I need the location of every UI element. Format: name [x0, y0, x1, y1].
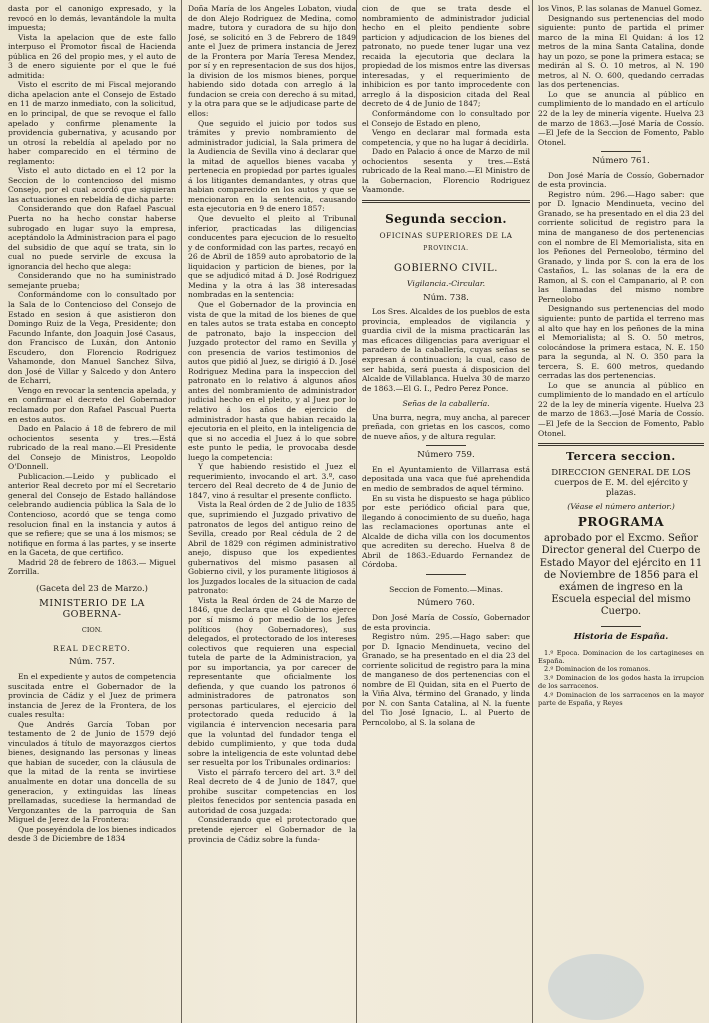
section-divider	[362, 200, 530, 203]
divider	[426, 574, 466, 575]
paragraph: Que Andrés García Toban por testamento de 2 de Junio de 1579 dejó vinculados á título de mayorazgos ciertos bienes, designando las personas y lineas que habian de suceder, con la cláusula de que la mitad de la renta se invirtiese anualmente en dotar una doncella de su generacion, y extinguidas las líneas prellamadas, sucediese la hermandad de Vergonzantes de la parroquia de San Miguel de Jerez de la Frontera:	[8, 719, 176, 825]
subheading: Señas de la caballería.	[402, 399, 490, 409]
list-item: 3.º Dominacion de los godos hasta la irrupcion de los sarracenos.	[538, 673, 704, 691]
paragraph: Considerando que don Rafael Pascual Puerta no ha hecho constar haberse subrogado en lugar suyo la empresa, aceptándolo la Administracion para el pago del subsidio de que aquí se trata, sin lo cual no puede servirle de excusa la ignorancia del hecho que alega:	[8, 204, 176, 271]
paragraph: Conformándome con lo consultado por el Consejo de Estado en pleno,	[362, 109, 530, 128]
paragraph: Visto el auto dictado en el 12 por la Seccion de lo contencioso del mismo Consejo, por el cual acordó que siguieran las actuaciones en rebeldía de dicha parte:	[8, 166, 176, 204]
paragraph: Designando sus pertenencias del modo siguiente: punto de partida el primer marco de la mina El Quidan: á los 12 metros de la mina Santa Catalina, donde hay un pozo, se pone la primera estaca; se medirán al S. O. 10 metros, al N. 190 metros, al N. O. 600, quedando cerradas las dos pertenencias.	[538, 13, 704, 90]
item-number: Número 760.	[417, 598, 475, 609]
programa-description: aprobado por el Excmo. Señor Director general del Cuerpo de Estado Mayor del ejército en 11 de Noviembre de 1856 para el exámen de ingreso en la Escuela especial del mismo Cuerpo.	[539, 533, 703, 617]
paragraph: Vista la Real órden de 2 de Julio de 1835 que, suprimiendo el Juzgado privativo de patronatos de legos del antiguo reino de Sevilla, creado por Real cédula de 2 de Abril de 1829 con régimen administrativo anejo, dispuso que los expedientes gubernativos del mismo pasasen al Gobierno civil, y los puramente litigiosos á los Juzgados locales de la situacion de cada patronato:	[188, 500, 356, 596]
real-decreto-heading: REAL DECRETO.	[53, 643, 131, 653]
section-subheading: Seccion de Fomento.—Minas.	[389, 584, 503, 594]
paragraph: Lo que se anuncia al público en cumplimiento de lo mandado en el artículo 22 de la ley de minería vigente. Huelva 23 de marzo de 1863.—José María de Cossío.—El Jefe de la Seccion de Fomento, Pablo Otonel.	[538, 89, 704, 147]
paragraph: Considerando que no ha suministrado semejante prueba;	[8, 271, 176, 290]
history-heading: Historia de España.	[573, 631, 669, 642]
ministry-heading-end: CION.	[81, 626, 103, 635]
paragraph: Registro núm. 296.—Hago saber: que por D. Ignacio Mendinueta, vecino del Granado, se ha presentado en el dia 23 del corriente solicitud de registro para la mina de manganeso de dos pertenencias con el nombre de El Memorialista, sita en los Peñones del Perneolobo, término del Granado, y linda por S. con la era de los Castaños, L. las solanas de la era de Ramon, al S. con el Campanario, al P. con las llamadas del mismo nombre Perneolobo	[538, 189, 704, 304]
paragraph: Que el Gobernador de la provincia en vista de que la mitad de los bienes de que en tales autos se trata estaba en concepto de patronato, bajo la inspeccion del Juzgado protector del ramo en Sevilla y con presencia de varios testimonios de autos que pidió al Juez, se dirigió á D. José Rodriguez Medina para la inspeccion del patronato en lo relativo á algunos años antes del nombramiento de administrador judicial hecho en el pleito, y al Juez por lo relativo á los años de ejercicio de administrador hasta que habian recaido la ejecutoria en el pleito, en la inteligencia de que si no accedia el Juez á lo que sobre este punto le pedia, le provocaba desde luego la competencia:	[188, 299, 356, 462]
column-rule	[532, 0, 533, 1023]
list-item: 2.º Dominacion de los romanos.	[544, 665, 651, 674]
paragraph: Publicacion.—Leido y publicado el anterior Real decreto por mí el Secretario general del Consejo de Estado hallándose celebrando audiencia pública la Sala de lo Contencioso, acordó que se tenga como resolucion final en la instancia y autos á que se refiere; que se una á los mismos; se notifique en forma á las partes, y se inserte en la Gaceta, de que certifico.	[8, 471, 176, 558]
list-item: 1.º Epoca. Dominacion de los cartagineses en España.	[538, 648, 704, 665]
paragraph: Conformándome con lo consultado por la Sala de lo Contencioso del Consejo de Estado en sesion á que asistieron don Domingo Ruiz de la Vega, Presidente; don Facundo Infante, don Joaquin José Casaus, don Francisco de Luxán, don Antonio Escudero, don Florencio Rodriguez Vahamonde, don Manuel Sanchez Silva, don José de Villar y Salcedo y don Antero de Echarri,	[8, 290, 176, 386]
gaceta-reference: (Gaceta del 23 de Marzo.)	[35, 583, 149, 594]
column-rule	[356, 0, 357, 1023]
column-1	[8, 4, 176, 1016]
paragraph: Considerando que el protectorado que pretende ejercer el Gobernador de la provincia de Cádiz sobre la funda-	[188, 815, 356, 844]
column-2	[188, 4, 356, 1016]
signature-line: Madrid 28 de febrero de 1863.— Miguel Zorrilla.	[8, 557, 176, 577]
paragraph: Don José María de Cossío, Gobernador de esta provincia.	[362, 612, 530, 632]
direction-heading: DIRECCION GENERAL DE LOS cuerpos de E. M. del ejército y plazas.	[551, 467, 691, 499]
section-heading: Segunda seccion.	[385, 211, 507, 226]
column-3	[362, 4, 530, 1016]
ministry-heading: MINISTERIO DE LA GOBERNA-	[39, 598, 145, 621]
paragraph: Una burra, negra, muy ancha, al parecer preñada, con grietas en los cascos, como de nueve años, y de altura regular.	[362, 412, 530, 441]
item-number: Núm. 757.	[69, 657, 115, 668]
paragraph: Los Sres. Alcaldes de los pueblos de esta provincia, empleados de vigilancia y guardia civil de la misma practicarán las mas eficaces diligencias para averiguar el paradero de la caballería, cuyas señas se expresan á continuacion; la cual, caso de ser habida, será puesta á disposicion del Alcalde de Villablanca. Huelva 30 de marzo de 1863.—El G. I., Pedro Perez Ponce.	[362, 307, 530, 393]
list-item: 4.º Dominacion de los sarracenos en la mayor parte de España, y Reyes	[538, 690, 704, 707]
item-number: Número 761.	[592, 156, 650, 167]
paragraph: Que seguido el juicio por todos sus trámites y previo nombramiento de administrador judicial, la Sala primera de la Audiencia de Sevilla vino á declarar que la mitad de aquellos bienes vacaba y pertenecia en propiedad por partes iguales á los litigantes demandantes, y otras que habian comparecido en los autos y que se mencionaron en la sentencia, causando esta ejecutoria en 9 de enero 1857:	[188, 118, 356, 214]
paragraph: los Vinos, P. las solanas de Manuel Gomez.	[538, 4, 703, 13]
programa-heading: PROGRAMA	[577, 514, 665, 529]
section-divider	[538, 443, 704, 446]
paragraph: cion de que se trata desde el nombramiento de administrador judicial hecho en el pleito pendiente sobre particion y adjudicacion de los bienes del patronato, no puede tener lugar una vez recaida la ejecutoria que declara la propiedad de los mismos entre las diversas interesadas, y el requerimiento de inhibicion es por tanto improcedente con arreglo á la disposicion citada del Real decreto de 4 de Junio de 1847;	[362, 4, 530, 109]
paragraph: Designando sus pertenencias del modo siguiente: punto de partida el terreno mas al alto que hay en los peñones de la mina el Memorialista; al S. O. 50 metros, colocándose la primera estaca, N. E. 150 para la segunda, al N. O. 350 para la tercera, S. E. 600 metros, quedando cerradas las dos pertenencias.	[538, 304, 704, 381]
paragraph: dasta por el canonigo expresado, y la revocó en lo demás, levantándole la multa impuesta;	[8, 4, 176, 33]
paragraph: Dado en Palacio á once de Marzo de mil ochocientos sesenta y tres.—Está rubricado de la Real mano.—El Ministro de la Gobernacion, Florencio Rodriguez Vaamonde.	[362, 147, 530, 195]
column-rule	[181, 0, 182, 1023]
paragraph: Vengo en revocar la sentencia apelada, y en confirmar el decreto del Gobernador reclamado por don Rafael Pascual Puerta en estos autos.	[8, 385, 176, 424]
section-heading: Tercera seccion.	[566, 450, 676, 464]
paragraph: Y que habiendo resistido el Juez el requerimiento, invocando el art. 3.º, caso tercero del Real decreto de 4 de Junio de 1847, vino á resultar el presente conflicto.	[188, 462, 356, 500]
item-number: Número 759.	[417, 450, 475, 461]
government-heading: GOBIERNO CIVIL.	[393, 262, 499, 274]
circular-heading: Vigilancia.-Circular.	[406, 279, 486, 289]
divider	[426, 445, 466, 446]
paragraph: Visto el párrafo tercero del art. 3.º del Real decreto de 4 de Junio de 1847, que prohibe suscitar competencias en los pleitos fenecidos por sentencia pasada en autoridad de cosa juzgada:	[188, 767, 356, 815]
paragraph: Lo que se anuncia al público en cumplimiento de lo mandado en el artículo 22 de la ley de minería vigente. Huelva 23 de marzo de 1863.—José María de Cossío.—El Jefe de la Seccion de Fomento, Pablo Otonel.	[538, 380, 704, 438]
see-previous-note: (Véase el número anterior.)	[567, 502, 675, 512]
paragraph: Registro núm. 295.—Hago saber: que por D. Ignacio Mendinueta, vecino del Granado, se ha presentado en el dia 23 del corriente solicitud de registro para la mina de manganeso de dos pertenencias con el nombre de El Quidan, sita en el Puerto de la Viña Alva, término del Granado, y linda por N. con Santa Catalina, al N. la fuente del Tio José Ignacio, L. al Puerto de Perncolobo, al S. la solana de	[362, 632, 530, 727]
divider	[601, 151, 641, 152]
column-4	[538, 4, 704, 1016]
paragraph: Dado en Palacio á 18 de febrero de mil ochocientos sesenta y tres.—Está rubricado de la real mano.—El Presidente del Consejo de Ministros, Leopoldo O'Donnell.	[8, 424, 176, 472]
province-heading: PROVINCIA.	[423, 245, 469, 253]
paragraph: En su vista he dispuesto se haga público por este periódico oficial para que, llegando á conocimiento de su dueño, haga las reclamaciones oportunas ante el Alcalde de dicha villa con los documentos que acrediten su derecho. Huelva 8 de Abril de 1863.-Eduardo Fernandez de Córdoba.	[362, 493, 530, 570]
paragraph: Vista la apelacion que de este fallo interpuso el Promotor fiscal de Hacienda pública en 26 del propio mes, y el auto de 3 de enero siguiente por el que le fué admitida:	[8, 32, 176, 80]
paragraph: Que poseyéndola de los bienes indicados desde 3 de Diciembre de 1834	[8, 824, 176, 844]
paragraph: Doña María de los Angeles Lobaton, viuda de don Alejo Rodriguez de Medina, como madre, tutora y curadora de su hijo don José, se solicitó en 3 de Febrero de 1849 ante el Juez de primera instancia de Jerez de la Frontera por María Teresa Mendez, por sí y en representacion de sus dos hijos, la division de los mismos bienes, porque habiendo sido dotada con arreglo á la fundacion se creia con derecho á su mitad, y la otra para que se le adjudicase parte de ellos:	[188, 4, 356, 119]
paragraph: Don José María de Cossío, Gobernador de esta provincia.	[538, 170, 704, 190]
library-stamp	[548, 954, 644, 1020]
paragraph: Visto el escrito de mi Fiscal mejorando dicha apelacion ante el Consejo de Estado en 11 de marzo inmediato, con la solicitud, en lo principal, de que se revoque el fallo apelado y confirme plenamente la providencia gubernativa, y acusando por un otrosí la rebeldía al apelado por no haber comparecido en el término de reglamento:	[8, 80, 176, 166]
divider	[601, 626, 641, 627]
offices-heading: OFICINAS SUPERIORES DE LA	[379, 231, 513, 241]
paragraph: En el Ayuntamiento de Villarrasa está depositada una vaca que fué aprehendida en medio de sembrados de aquel término.	[362, 464, 530, 493]
paragraph: Vengo en declarar mal formada esta competencia, y que no ha lugar á decidirla.	[362, 128, 530, 147]
paragraph: Que devuelto el pleito al Tribunal inferior, practicadas las diligencias conducentes para ejecucion de lo resuelto y de conformidad con las partes, recayó en 26 de Abril de 1859 auto aprobatorio de la liquidacion y particion de bienes, por la que se adjudicó mitad á D. José Rodriguez Medina y la otra á las 38 interesadas nombradas en la sentencia:	[188, 214, 356, 300]
history-list	[538, 649, 704, 708]
paragraph: En el expediente y autos de competencia suscitada entre el Gobernador de la provincia de Cádiz y el Juez de primera instancia de Jerez de la Frontera, de los cuales resulta:	[8, 672, 176, 720]
item-number: Núm. 738.	[423, 292, 469, 303]
paragraph: Vista la Real órden de 24 de Marzo de 1846, que declara que el Gobierno ejerce por sí mismo ó por medio de los Jefes políticos (hoy Gobernadores), sus delegados, el protectorado de los intereses colectivos que requieren una especial tutela de parte de la Administracion, ya por su importancia, ya por carecer de representante que oficialmente los defienda, y que cuando los patronos ó administradores de patronatos son personas particulares, el ejercicio del protectorado queda reducido á la vigilancia é intervencion necesaria para que la voluntad del fundador tenga el debido cumplimiento, y que toda duda sobre la inteligencia de este voluntad debe ser resuelta por los Tribunales ordinarios:	[188, 595, 356, 768]
